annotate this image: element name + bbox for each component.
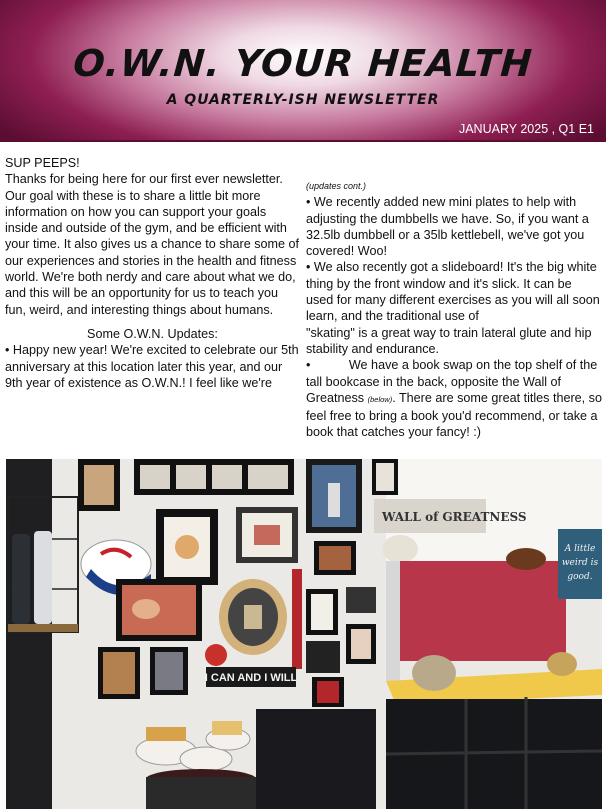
dark-pillar	[6, 459, 52, 809]
newsletter-subtitle: A QUARTERLY-ISH NEWSLETTER	[166, 92, 440, 108]
gold-skull-icon	[547, 652, 577, 676]
updates-heading: Some O.W.N. Updates:	[87, 326, 218, 341]
issue-date: JANUARY 2025 , Q1 E1	[458, 122, 594, 136]
motivational-sign-text: I CAN AND I WILL	[204, 672, 298, 684]
intro-paragraph: Thanks for being here for our first ever newsletter. Our goal with these is to share a little bit more information on how you can support your goals inside and outside of the gym, and be efficient with your time. It also gives us a chance to share some of our experiences and stories in the health and fitness world. We're both nerdy and care about what we do, and this will be an opportunity for us to teach you fun, weird, and interesting things about humans.	[5, 172, 299, 317]
shoe-cubby	[256, 709, 376, 809]
wall-sign-text: WALL of GREATNESS	[382, 510, 527, 524]
update-item	[306, 357, 602, 440]
gold-skull-icon	[412, 655, 456, 691]
badge-icon	[205, 644, 227, 666]
header-divider	[0, 140, 606, 142]
board-line: weird is	[561, 558, 599, 568]
header-banner	[0, 0, 606, 140]
round-mirror-icon	[219, 579, 287, 655]
greeting: SUP PEEPS!	[5, 156, 80, 170]
below-note: (below)	[367, 394, 393, 404]
board-line: A little	[564, 544, 596, 554]
update-item: • We also recently got a slideboard! It's the big white thing by the front window and it's slick. It can be used for many different exercises as you will all soon learn, and the traditional use of	[306, 260, 600, 324]
gym-wall-photo	[6, 459, 602, 809]
update-text: . There are some great titles there, so feel free to bring a book you'd recommend, or take a book that catches your fancy! :)	[306, 390, 602, 440]
update-item: • We recently added new mini plates to help with adjusting the dumbbells we have. So, if you want a 32.5lb dumbbell or a 35lb kettlebell, we've got you covered! Woo!	[306, 195, 589, 259]
water-bottle	[34, 531, 52, 624]
water-bottle	[12, 534, 30, 624]
left-column	[5, 155, 300, 391]
red-pennant	[292, 569, 302, 669]
red-cabinet	[396, 561, 566, 661]
updates-cont-label: (updates cont.)	[306, 181, 367, 191]
right-column	[306, 178, 602, 441]
football-icon	[506, 548, 546, 570]
picture-frame	[346, 587, 376, 613]
skull-icon	[382, 535, 418, 563]
photo-illustration	[6, 459, 602, 809]
picture-frame	[306, 641, 340, 673]
board-line: good.	[567, 572, 593, 582]
update-text: • We have a book swap on the top shelf of the tall bookcase in the back, opposite the Wall of Greatness	[306, 358, 598, 405]
update-item: • Happy new year! We're excited to celebrate our 5th anniversary at this location later this year, and our 9th year of existence as O.W.N.! I feel like we're	[5, 343, 299, 390]
update-item-continued: "skating" is a great way to train lateral glute and hip stability and endurance.	[306, 325, 592, 356]
newsletter-title: O.W.N. YOUR HEALTH	[71, 42, 535, 85]
